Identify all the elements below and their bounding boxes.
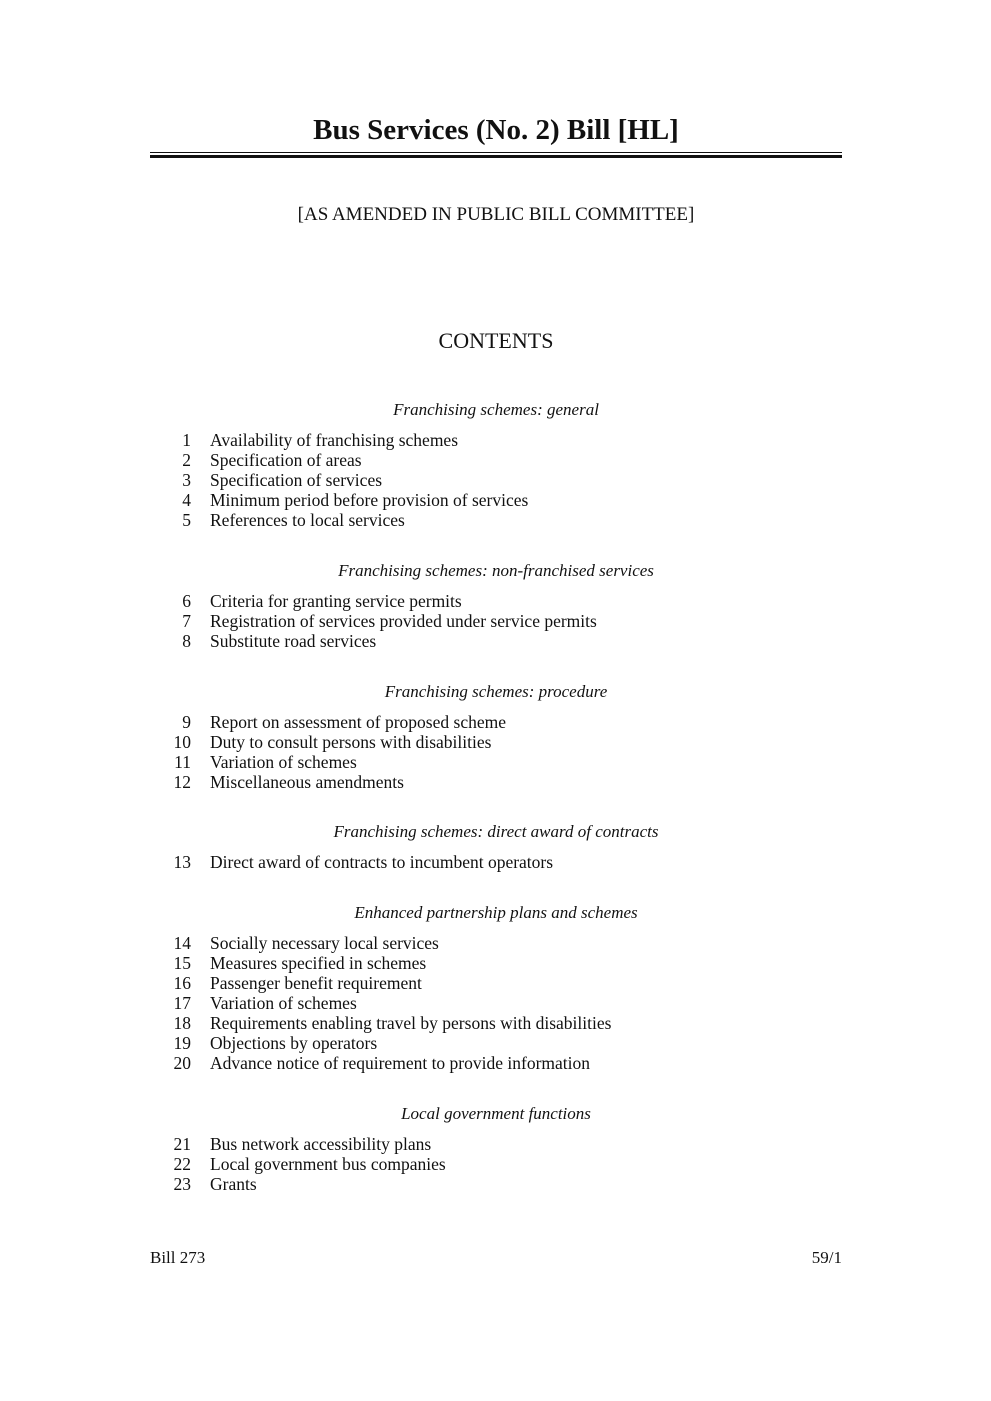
toc-entry[interactable] bbox=[150, 852, 842, 872]
toc-entry[interactable] bbox=[150, 752, 842, 772]
toc-entry[interactable] bbox=[150, 430, 842, 450]
toc-group-heading: Franchising schemes: direct award of contracts bbox=[333, 822, 659, 841]
clause-number: 19 bbox=[173, 1033, 191, 1053]
clause-number: 6 bbox=[182, 591, 191, 611]
clause-number: 5 bbox=[182, 510, 191, 530]
clause-number: 23 bbox=[173, 1174, 191, 1194]
clause-number: 14 bbox=[173, 933, 191, 953]
clause-title: Miscellaneous amendments bbox=[210, 772, 404, 792]
toc-group-non-franchised-services bbox=[150, 561, 842, 651]
clause-number: 22 bbox=[173, 1154, 191, 1174]
toc-entry[interactable] bbox=[150, 1033, 842, 1053]
toc-entry[interactable] bbox=[150, 490, 842, 510]
clause-title: Bus network accessibility plans bbox=[210, 1134, 432, 1154]
toc-group-enhanced-partnership bbox=[150, 903, 842, 1073]
clause-title: Specification of areas bbox=[210, 450, 362, 470]
clause-title: Specification of services bbox=[210, 470, 383, 490]
document-title: Bus Services (No. 2) Bill [HL] bbox=[313, 114, 679, 146]
toc-entry[interactable] bbox=[150, 712, 842, 732]
toc-entry[interactable] bbox=[150, 993, 842, 1013]
toc-entry[interactable] bbox=[150, 973, 842, 993]
toc-group-heading: Franchising schemes: procedure bbox=[384, 682, 608, 701]
amendment-status: [AS AMENDED IN PUBLIC BILL COMMITTEE] bbox=[297, 204, 695, 225]
title-rule-thick bbox=[150, 155, 842, 158]
clause-title: References to local services bbox=[210, 510, 405, 530]
clause-title: Variation of schemes bbox=[210, 752, 357, 772]
toc-entry[interactable] bbox=[150, 510, 842, 530]
clause-title: Substitute road services bbox=[210, 631, 377, 651]
clause-title: Requirements enabling travel by persons with disabilities bbox=[210, 1013, 612, 1033]
clause-title: Registration of services provided under service permits bbox=[210, 611, 597, 631]
contents-heading: CONTENTS bbox=[438, 328, 554, 353]
toc-group-heading: Franchising schemes: general bbox=[393, 400, 599, 419]
clause-title: Advance notice of requirement to provide information bbox=[210, 1053, 591, 1073]
clause-number: 3 bbox=[182, 470, 191, 490]
clause-number: 8 bbox=[182, 631, 191, 651]
clause-title: Direct award of contracts to incumbent operators bbox=[210, 852, 554, 872]
clause-title: Minimum period before provision of services bbox=[210, 490, 529, 510]
clause-title: Duty to consult persons with disabilities bbox=[210, 732, 492, 752]
toc-group-direct-award bbox=[150, 822, 842, 872]
clause-number: 17 bbox=[173, 993, 191, 1013]
toc-entry[interactable] bbox=[150, 1053, 842, 1073]
toc-entry[interactable] bbox=[150, 591, 842, 611]
clause-number: 1 bbox=[182, 430, 191, 450]
clause-number: 2 bbox=[182, 450, 191, 470]
toc-entry[interactable] bbox=[150, 450, 842, 470]
clause-title: Objections by operators bbox=[210, 1033, 378, 1053]
toc-entry[interactable] bbox=[150, 1174, 842, 1194]
clause-title: Passenger benefit requirement bbox=[210, 973, 422, 993]
clause-title: Local government bus companies bbox=[210, 1154, 446, 1174]
toc-entry[interactable] bbox=[150, 953, 842, 973]
bill-number: Bill 273 bbox=[150, 1248, 206, 1267]
toc-group-procedure bbox=[150, 682, 842, 792]
toc-entry[interactable] bbox=[150, 933, 842, 953]
toc-entry[interactable] bbox=[150, 611, 842, 631]
title-rule-thin bbox=[150, 152, 842, 153]
clause-number: 4 bbox=[182, 490, 191, 510]
clause-number: 18 bbox=[173, 1013, 191, 1033]
toc-entry[interactable] bbox=[150, 1154, 842, 1174]
toc-group-heading: Local government functions bbox=[401, 1104, 591, 1123]
toc-group-heading: Franchising schemes: non-franchised services bbox=[338, 561, 654, 580]
clause-number: 9 bbox=[182, 712, 191, 732]
clause-number: 21 bbox=[173, 1134, 191, 1154]
toc-entry[interactable] bbox=[150, 470, 842, 490]
toc-group-local-government bbox=[150, 1104, 842, 1194]
clause-number: 15 bbox=[173, 953, 191, 973]
clause-title: Grants bbox=[210, 1174, 257, 1194]
clause-number: 13 bbox=[173, 852, 191, 872]
toc-entry[interactable] bbox=[150, 772, 842, 792]
clause-number: 11 bbox=[174, 752, 191, 772]
toc-entry[interactable] bbox=[150, 631, 842, 651]
toc-entry[interactable] bbox=[150, 1134, 842, 1154]
clause-number: 20 bbox=[173, 1053, 191, 1073]
clause-number: 7 bbox=[182, 611, 191, 631]
clause-title: Variation of schemes bbox=[210, 993, 357, 1013]
toc-group-heading: Enhanced partnership plans and schemes bbox=[354, 903, 638, 922]
clause-title: Measures specified in schemes bbox=[210, 953, 427, 973]
toc-entry[interactable] bbox=[150, 732, 842, 752]
clause-title: Criteria for granting service permits bbox=[210, 591, 462, 611]
toc-entry[interactable] bbox=[150, 1013, 842, 1033]
clause-number: 10 bbox=[173, 732, 191, 752]
clause-title: Report on assessment of proposed scheme bbox=[210, 712, 506, 732]
clause-title: Socially necessary local services bbox=[210, 933, 439, 953]
page-reference: 59/1 bbox=[811, 1248, 842, 1267]
clause-number: 12 bbox=[173, 772, 191, 792]
clause-title: Availability of franchising schemes bbox=[210, 430, 459, 450]
clause-number: 16 bbox=[173, 973, 191, 993]
toc-group-franchising-general bbox=[150, 400, 842, 530]
